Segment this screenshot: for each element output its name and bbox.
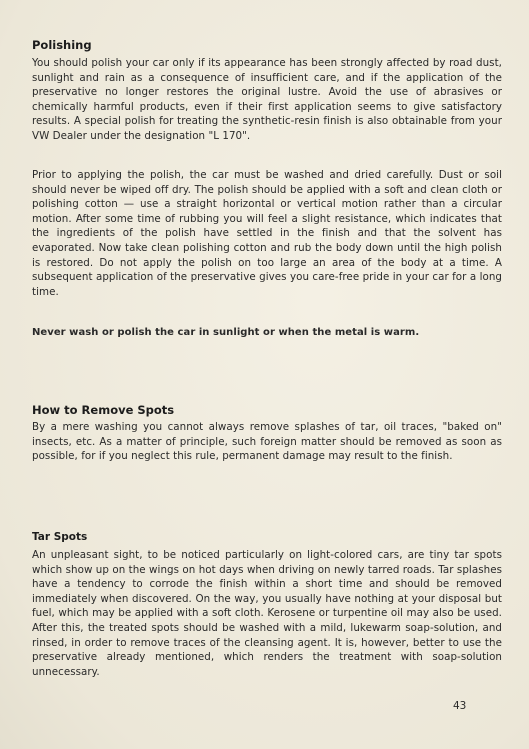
- tar-spots-section: [32, 530, 502, 679]
- tar-spots-heading: Tar Spots: [32, 531, 88, 543]
- tar-spots-paragraph: An unpleasant sight, to be noticed particularly on light-colored cars, are tiny tar spots which show up on the wings on hot days when driving on newly tarred roads. Tar splashes have a tendency to corrode the finish within a short time and should be removed immediately when discovered. On the way, you usually have nothing at your disposal but fuel, which may be applied with a soft cloth. Kerosene or turpentine oil may also be used. After this, the treated spots should be washed with a mild, lukewarm soap-solution, and rinsed, in order to remove traces of the cleansing agent. It is, however, better to use the preservative already mentioned, which renders the treatment with soap-solution unnecessary.: [32, 549, 502, 678]
- page-number: 43: [453, 700, 467, 712]
- remove-spots-section: [32, 403, 502, 464]
- polishing-paragraph-1: You should polish your car only if its appearance has been strongly affected by road dust, sunlight and rain as a consequence of insufficient care, and if the application of the preservative no longer restores the original lustre. Avoid the use of abrasives or chemically harmful products, even if their first application seems to give satisfactory results. A special polish for treating the synthetic-resin finish is also obtainable from your VW Dealer under the designation "L 170".: [32, 57, 502, 142]
- polishing-section: [32, 38, 502, 144]
- polishing-warning-block: [32, 326, 502, 341]
- polishing-procedure: [32, 168, 502, 299]
- polishing-heading: Polishing: [32, 38, 92, 52]
- remove-spots-heading: How to Remove Spots: [32, 403, 175, 417]
- polishing-paragraph-2: Prior to applying the polish, the car must be washed and dried carefully. Dust or soil should never be wiped off dry. The polish should be applied with a soft and clean cloth or polishing cotton — use a straight horizontal or vertical motion rather than a circular motion. After some time of rubbing you will feel a slight resistance, which indicates that the ingredients of the polish have settled in the finish and that the solvent has evaporated. Now take clean polishing cotton and rub the body down until the high polish is restored. Do not apply the polish on too large an area of the body at a time. A subsequent application of the preservative gives you care-free pride in your car for a long time.: [32, 169, 502, 298]
- polishing-warning: Never wash or polish the car in sunlight or when the metal is warm.: [32, 327, 420, 338]
- remove-spots-paragraph: By a mere washing you cannot always remove splashes of tar, oil traces, "baked on" insects, etc. As a matter of principle, such foreign matter should be removed as soon as possible, for if you neglect this rule, permanent damage may result to the finish.: [32, 421, 502, 463]
